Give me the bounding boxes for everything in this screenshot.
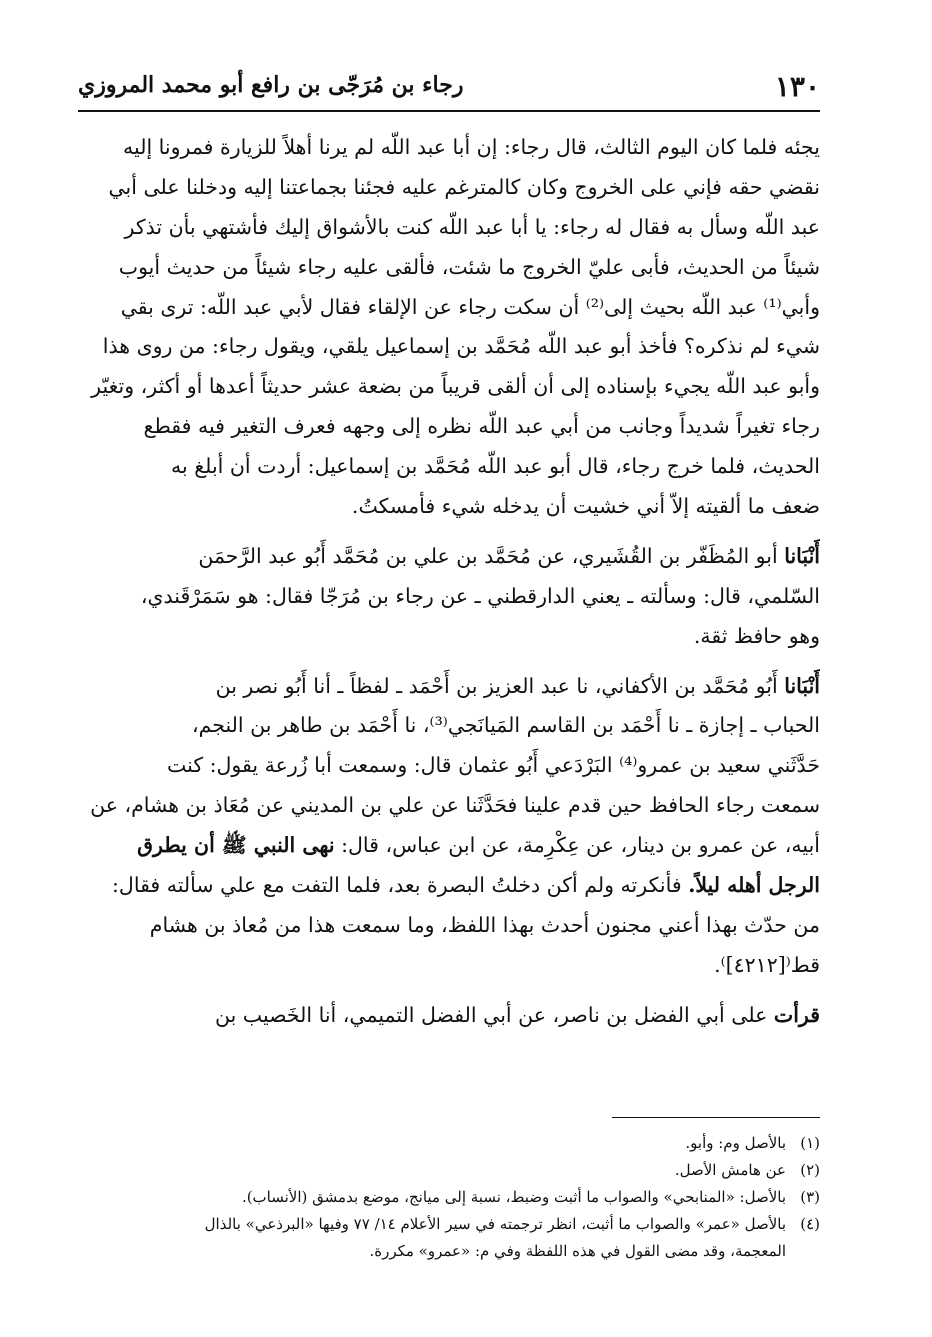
- footnote: [78, 1157, 820, 1184]
- text-segment: فأنكرته ولم أكن دخلتُ البصرة بعد، فلما التفت مع علي سألته فقال:: [112, 873, 682, 898]
- text-line: قط⁽[٤٢١٢]⁾.: [714, 952, 820, 977]
- text-line: وأبي⁽¹⁾ عبد اللّه بحيث إلى⁽²⁾ أن سكت رجاء عن الإلقاء فقال لأبي عبد اللّه: ترى بقي: [120, 294, 820, 319]
- text-line: السّلمي، قال: وسألته ـ يعني الدارقطني ـ عن رجاء بن مُرَجّا فقال: هو سَمَرْقَندي،: [140, 583, 820, 608]
- page-header: [78, 68, 820, 106]
- header-rule: [78, 110, 820, 112]
- text-segment: على أبي الفضل بن ناصر، عن أبي الفضل التميمي، أنا الخَصيب بن: [214, 1002, 768, 1027]
- text-segment: أبيه، عن عمرو بن دينار، عن عِكْرِمة، عن ابن عباس، قال:: [341, 833, 820, 858]
- text-line: شيء لم نذكره؟ فأخذ أبو عبد اللّه مُحَمَّد بن إسماعيل يلقي، ويقول رجاء: من روى هذا: [102, 334, 820, 359]
- footnote-text: عن هامش الأصل.: [674, 1161, 786, 1179]
- footnote-text: بالأصل: «المنابحي» والصواب ما أثبت وضبط، نسبة إلى ميانج، موضع بدمشق (الأنساب).: [241, 1188, 786, 1206]
- footnote-number: (٣): [800, 1188, 820, 1206]
- paragraph-lead-word: قرأت: [773, 1002, 820, 1027]
- paragraph-gap: [78, 657, 820, 667]
- text-line: رجاء تغيراً شديداً وجانب من أبي عبد اللّه نظره إلى وجهه فعرف التغير فيه فقطع: [143, 414, 820, 439]
- footnote-number: (٤): [800, 1215, 820, 1233]
- footnote: [78, 1211, 820, 1238]
- text-segment: أَبُو مُحَمَّد بن الأكفاني، نا عبد العزيز بن أَحْمَد ـ لفظاً ـ أنا أَبُو نصر بن: [215, 673, 778, 698]
- paragraph-gap: [78, 527, 820, 537]
- paragraph-lead-word: أَنْبَانا: [784, 673, 820, 698]
- text-line: الحباب ـ إجازة ـ نا أَحْمَد بن القاسم المَيانَجي⁽³⁾، نا أَحْمَد بن طاهر بن النجم،: [191, 713, 820, 738]
- footnote-number: (٢): [800, 1161, 820, 1179]
- paragraph-gap: [78, 986, 820, 996]
- text-line: [78, 667, 820, 707]
- text-line: وهو حافظ ثقة.: [693, 623, 820, 648]
- text-line: عبد اللّه وسأل به فقال له رجاء: يا أبا عبد اللّه كنت بالأشواق إليك فأشتهي بأن تذكر: [124, 214, 820, 239]
- text-line: ضعف ما ألقيته إلاّ أني خشيت أن يدخله شيء فأمسكتُ.: [351, 494, 820, 519]
- footnote-text: بالأصل وم: وأبو.: [685, 1134, 786, 1152]
- running-title: رجاء بن مُرَجّى بن رافع أبو محمد المروزي: [78, 72, 464, 98]
- footnote-rule: [612, 1117, 820, 1118]
- hadith-text: نهى النبي ﷺ أن يطرق: [137, 833, 335, 858]
- page-number: ١٣٠: [774, 70, 820, 103]
- hadith-text: الرجل أهله ليلاً.: [688, 873, 820, 898]
- paragraph-lead-word: أَنْبَانا: [784, 543, 820, 568]
- footnote-continuation: المعجمة، وقد مضى القول في هذه اللفظة وفي م: «عمرو» مكررة.: [369, 1242, 786, 1260]
- footnote-number: (١): [800, 1134, 820, 1152]
- text-line: نقضي حقه فإني على الخروج وكان كالمترغم عليه فجئنا بجماعتنا إليه ودخلنا على أبي: [108, 174, 820, 199]
- text-line: [78, 826, 820, 866]
- footnote-text: بالأصل «عمر» والصواب ما أثبت، انظر ترجمته في سير الأعلام ١٤/ ٧٧ وفيها «البرذعي» بالذال: [204, 1215, 786, 1233]
- text-line: شيئاً من الحديث، فأبى عليّ الخروج ما شئت، فألقى عليه رجاء شيئاً من حديث أيوب: [118, 254, 820, 279]
- footnotes: [78, 1130, 820, 1265]
- text-line: من حدّث بهذا أعني مجنون أحدث بهذا اللفظ، وما سمعت هذا من مُعاذ بن هشام: [149, 912, 820, 937]
- text-line: سمعت رجاء الحافظ حين قدم علينا فحَدَّثَنا عن علي بن المديني عن مُعَاذ بن هشام، عن: [90, 793, 820, 818]
- footnote: [78, 1184, 820, 1211]
- text-segment: أبو المُظَفّر بن القُشَيري، عن مُحَمَّد بن علي بن مُحَمَّد أَبُو عبد الرَّحمَن: [198, 543, 778, 568]
- footnote: [78, 1130, 820, 1157]
- text-line: يجئه فلما كان اليوم الثالث، قال رجاء: إن أبا عبد اللّه لم يرنا أهلاً للزيارة فمرونا إليه: [123, 135, 820, 159]
- text-line: [78, 866, 820, 906]
- text-line: حَدَّثَني سعيد بن عمرو⁽⁴⁾ البَرْدَعي أَبُو عثمان قال: وسمعت أبا زُرعة يقول: كنت: [167, 753, 820, 778]
- main-text: [78, 128, 820, 1036]
- text-line: [78, 537, 820, 577]
- text-line: [78, 996, 820, 1036]
- text-line: الحديث، فلما خرج رجاء، قال أبو عبد اللّه مُحَمَّد بن إسماعيل: أردت أن أبلغ به: [171, 454, 820, 479]
- text-line: وأبو عبد اللّه يجيء بإسناده إلى أن ألقى قريباً من بضعة عشر حديثاً أعدها أو أكثر، وتغيّر: [91, 374, 820, 399]
